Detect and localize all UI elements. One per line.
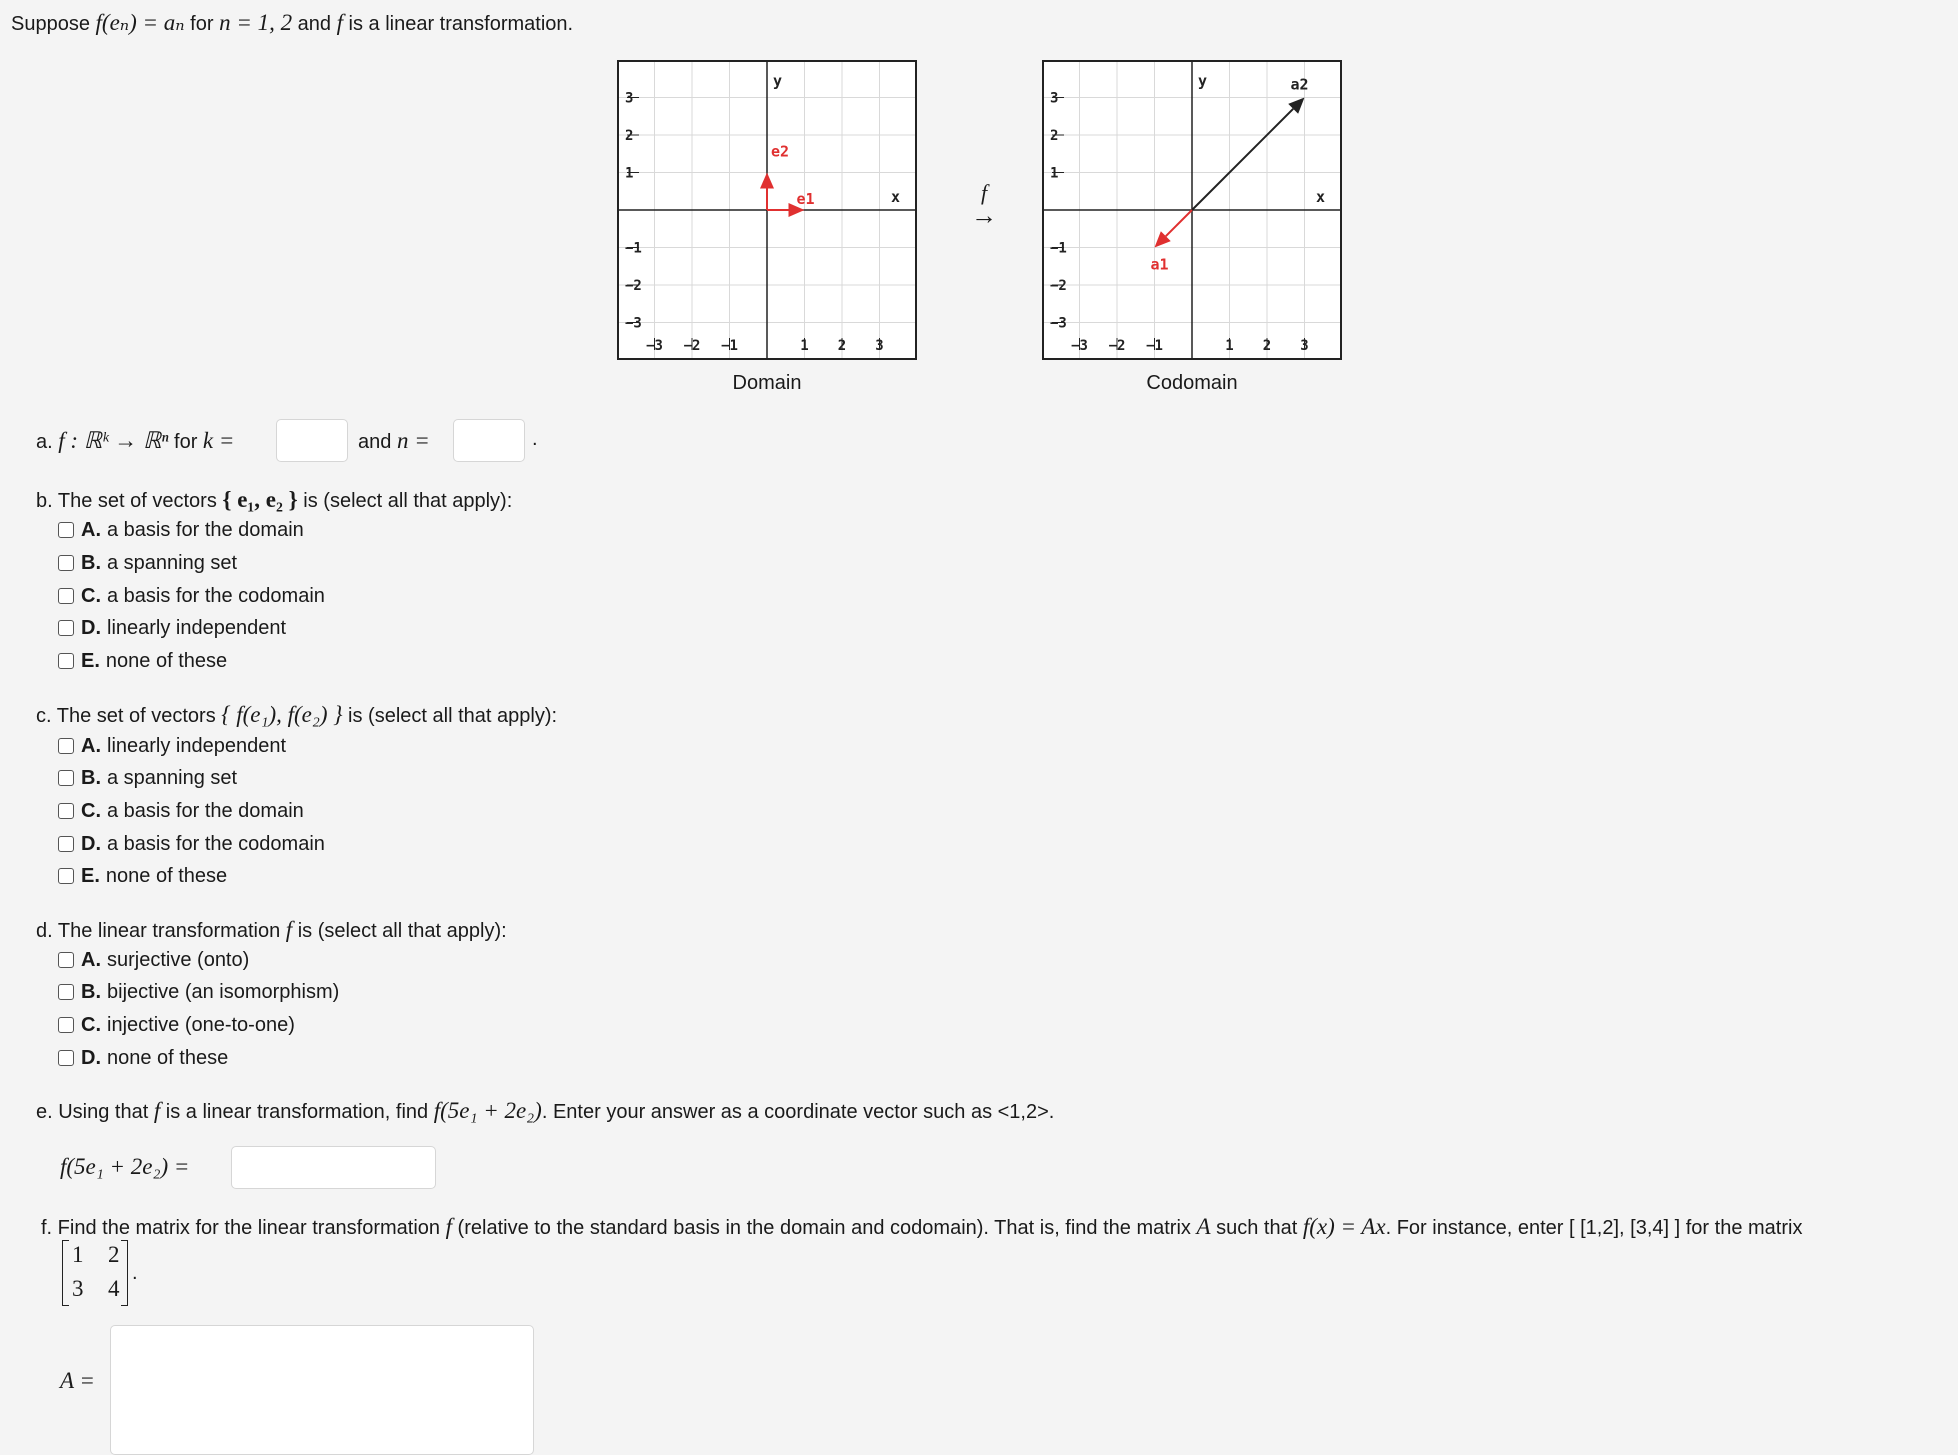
- vector-label: a1: [1150, 255, 1169, 274]
- k-input[interactable]: [276, 419, 348, 462]
- option-text: linearly independent: [107, 734, 287, 757]
- n-input[interactable]: [453, 419, 525, 462]
- part-e-answer-input[interactable]: [231, 1146, 436, 1189]
- part-f-mid2: such that: [1210, 1217, 1303, 1239]
- problem-intro: [11, 10, 573, 36]
- part-b-text: b. The set of vectors: [36, 490, 223, 512]
- option-text: a basis for the codomain: [107, 584, 325, 607]
- part-d-option-b[interactable]: [58, 979, 339, 1005]
- part-f-suffix: . For instance, enter [ [1,2], [3,4] ] for the matrix: [1385, 1217, 1803, 1239]
- domain-graph: [617, 60, 917, 360]
- part-e-answer-label: f(5e₁ + 2e₂) =: [60, 1154, 190, 1179]
- option-text: a basis for the domain: [107, 518, 304, 541]
- part-d-suffix: is (select all that apply):: [292, 920, 507, 942]
- x-tick-label: 3: [1300, 338, 1309, 354]
- option-letter: B.: [81, 980, 101, 1003]
- y-tick-label: −2: [1050, 278, 1067, 294]
- part-f-text: f. Find the matrix for the linear transformation: [41, 1217, 446, 1239]
- transformation-arrow: [970, 180, 998, 230]
- part-e-text: e. Using that: [36, 1101, 154, 1123]
- part-a-for: for: [168, 431, 203, 453]
- option-text: bijective (an isomorphism): [107, 980, 340, 1003]
- part-b-math: { e₁, e₂ }: [222, 487, 298, 512]
- part-b-option-a[interactable]: [58, 517, 304, 543]
- checkbox[interactable]: [58, 952, 74, 968]
- option-letter: C.: [81, 584, 101, 607]
- option-text: none of these: [107, 1046, 229, 1069]
- option-letter: B.: [81, 766, 101, 789]
- part-e-mid: is a linear transformation, find: [160, 1101, 434, 1123]
- checkbox[interactable]: [58, 984, 74, 1000]
- matrix-answer-textarea[interactable]: [110, 1325, 534, 1455]
- vector-label: e1: [796, 190, 815, 208]
- y-tick-label: −3: [1050, 315, 1067, 332]
- part-a-and-n: [358, 428, 430, 454]
- x-tick-label: 3: [875, 338, 884, 354]
- right-arrow-icon: →: [971, 200, 997, 230]
- intro-math-index: n = 1, 2: [219, 10, 293, 35]
- vector-label: e2: [771, 142, 790, 161]
- option-text: none of these: [105, 649, 228, 672]
- part-c-math: { f(e₁), f(e₂) }: [221, 702, 343, 727]
- intro-math-mapping: f(eₙ) = aₙ: [95, 10, 185, 35]
- codomain-graph-svg: [1044, 62, 1340, 358]
- option-letter: E.: [81, 864, 100, 887]
- part-d-prompt: [36, 917, 507, 943]
- part-c-text: c. The set of vectors: [36, 705, 222, 727]
- option-letter: C.: [81, 1013, 101, 1036]
- vector-a1: [1166, 210, 1192, 236]
- y-axis-label: y: [773, 72, 783, 90]
- option-letter: D.: [81, 1046, 101, 1069]
- y-tick-label: −2: [625, 278, 642, 294]
- checkbox[interactable]: [58, 836, 74, 852]
- part-f-A: A: [1196, 1214, 1211, 1239]
- checkbox[interactable]: [58, 522, 74, 538]
- part-a-period: .: [532, 428, 538, 450]
- y-tick-label: −1: [1050, 240, 1067, 257]
- intro-text-and: and: [292, 13, 337, 35]
- checkbox[interactable]: [58, 1017, 74, 1033]
- matrix-cell: 2: [108, 1242, 120, 1267]
- intro-text-for: for: [184, 13, 220, 35]
- option-text: none of these: [105, 864, 228, 887]
- y-tick-label: 1: [1050, 165, 1059, 182]
- option-text: a spanning set: [107, 766, 238, 789]
- part-a-n-label: n =: [396, 428, 430, 453]
- x-tick-label: −3: [646, 338, 663, 354]
- part-e-f: f: [153, 1098, 161, 1123]
- matrix-cell: 3: [72, 1276, 84, 1301]
- part-f-prompt: [41, 1214, 1802, 1240]
- part-b-option-e[interactable]: [58, 648, 227, 674]
- part-b-option-d[interactable]: [58, 615, 286, 641]
- part-c-option-e[interactable]: [58, 863, 227, 889]
- checkbox[interactable]: [58, 1050, 74, 1066]
- x-tick-label: −3: [1071, 338, 1088, 354]
- part-c-prompt: [36, 702, 557, 728]
- option-text: surjective (onto): [107, 948, 250, 971]
- codomain-caption: Codomain: [1146, 372, 1238, 394]
- part-d-math: f: [285, 917, 293, 942]
- part-a-and: and: [358, 431, 397, 453]
- option-text: a basis for the domain: [107, 799, 304, 822]
- option-text: injective (one-to-one): [107, 1013, 295, 1036]
- x-tick-label: −2: [1108, 338, 1126, 354]
- part-c-option-c[interactable]: [58, 798, 304, 824]
- option-letter: A.: [81, 734, 101, 757]
- intro-text: Suppose: [11, 13, 96, 35]
- x-tick-label: 2: [837, 338, 847, 354]
- x-tick-label: −1: [1146, 338, 1163, 354]
- part-f-answer-label: A =: [60, 1368, 95, 1393]
- checkbox[interactable]: [58, 770, 74, 786]
- part-c-option-a[interactable]: [58, 733, 286, 759]
- matrix-cell: 4: [108, 1276, 120, 1301]
- y-tick-label: 3: [1050, 90, 1059, 107]
- part-b-prompt: [36, 487, 512, 513]
- part-b-suffix: is (select all that apply):: [297, 490, 513, 512]
- option-letter: D.: [81, 616, 101, 639]
- checkbox[interactable]: [58, 620, 74, 636]
- matrix-cell: 1: [72, 1242, 84, 1267]
- option-letter: A.: [81, 948, 101, 971]
- matrix-right-bracket: [121, 1240, 128, 1306]
- x-axis-label: x: [891, 188, 901, 206]
- option-letter: C.: [81, 799, 101, 822]
- part-a-k-label: k =: [202, 428, 235, 453]
- part-e-math: f(5e₁ + 2e₂): [433, 1098, 542, 1123]
- x-tick-label: 2: [1262, 338, 1272, 354]
- y-axis-label: y: [1198, 72, 1208, 90]
- checkbox[interactable]: [58, 555, 74, 571]
- part-f-mid1: (relative to the standard basis in the domain and codomain). That is, find the matrix: [452, 1217, 1197, 1239]
- option-letter: E.: [81, 649, 100, 672]
- y-tick-label: 3: [625, 90, 634, 107]
- codomain-graph: [1042, 60, 1342, 360]
- example-matrix: [62, 1238, 128, 1306]
- option-text: a basis for the codomain: [107, 832, 325, 855]
- y-tick-label: 2: [1050, 128, 1059, 144]
- x-tick-label: −1: [721, 338, 738, 354]
- x-tick-label: 1: [800, 338, 809, 354]
- x-axis-label: x: [1316, 188, 1326, 206]
- transformation-f-label: f: [980, 180, 988, 205]
- domain-caption: Domain: [732, 372, 802, 394]
- x-tick-label: −2: [683, 338, 701, 354]
- y-tick-label: −3: [625, 315, 642, 332]
- matrix-left-bracket: [62, 1240, 69, 1306]
- checkbox[interactable]: [58, 738, 74, 754]
- part-f-period: .: [132, 1262, 138, 1284]
- x-tick-label: 1: [1225, 338, 1234, 354]
- part-d-option-d[interactable]: [58, 1045, 228, 1071]
- y-tick-label: 2: [625, 128, 634, 144]
- y-tick-label: 1: [625, 165, 634, 182]
- vector-a2: [1192, 109, 1293, 210]
- part-e-prompt: [36, 1098, 1054, 1124]
- part-d-option-c[interactable]: [58, 1012, 295, 1038]
- checkbox[interactable]: [58, 868, 74, 884]
- option-letter: A.: [81, 518, 101, 541]
- option-text: linearly independent: [107, 616, 287, 639]
- part-c-suffix: is (select all that apply):: [342, 705, 558, 727]
- part-d-option-a[interactable]: [58, 947, 249, 973]
- option-text: a spanning set: [107, 551, 238, 574]
- intro-text-end: is a linear transformation.: [342, 13, 574, 35]
- vector-label: a2: [1290, 75, 1309, 94]
- option-letter: D.: [81, 832, 101, 855]
- checkbox[interactable]: [58, 588, 74, 604]
- part-b-option-c[interactable]: [58, 583, 325, 609]
- option-letter: B.: [81, 551, 101, 574]
- part-a-label: a.: [36, 431, 59, 453]
- intro-math-f: f: [336, 10, 343, 35]
- part-d-text: d. The linear transformation: [36, 920, 286, 942]
- part-e-suffix: . Enter your answer as a coordinate vector such as <1,2>.: [541, 1101, 1055, 1123]
- checkbox[interactable]: [58, 803, 74, 819]
- arrowhead-icon: [760, 173, 774, 189]
- domain-graph-svg: [619, 62, 915, 358]
- part-b-option-b[interactable]: [58, 550, 237, 576]
- part-c-option-d[interactable]: [58, 831, 325, 857]
- part-f-equation: f(x) = Ax: [1302, 1214, 1386, 1239]
- part-a-prompt: [36, 428, 234, 454]
- part-f-f: f: [445, 1214, 452, 1239]
- part-c-option-b[interactable]: [58, 765, 237, 791]
- y-tick-label: −1: [625, 240, 642, 257]
- checkbox[interactable]: [58, 653, 74, 669]
- part-a-math-map: f : ℝᵏ → ℝⁿ: [58, 428, 169, 453]
